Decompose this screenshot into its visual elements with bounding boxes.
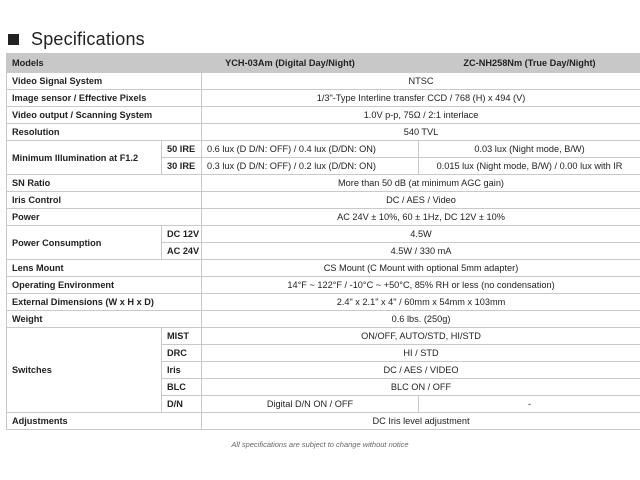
table-row <box>7 124 640 141</box>
table-row <box>7 192 640 209</box>
table-row <box>7 260 640 277</box>
row-value-b: 0.015 lux (Night mode, B/W) / 0.00 lux with IR <box>419 158 640 175</box>
row-label: Switches <box>7 328 162 413</box>
table-row <box>7 209 640 226</box>
table-row <box>7 90 640 107</box>
row-label: Weight <box>7 311 202 328</box>
row-value: CS Mount (C Mount with optional 5mm adapter) <box>202 260 640 277</box>
row-sublabel: Iris <box>162 362 202 379</box>
table-row <box>7 141 640 158</box>
row-value: ON/OFF, AUTO/STD, HI/STD <box>202 328 640 345</box>
row-sublabel: AC 24V <box>162 243 202 260</box>
row-label: Image sensor / Effective Pixels <box>7 90 202 107</box>
row-value-b: - <box>419 396 640 413</box>
row-sublabel: 30 IRE <box>162 158 202 175</box>
table-row <box>7 107 640 124</box>
row-value-b: 0.03 lux (Night mode, B/W) <box>419 141 640 158</box>
header-model-a: YCH-03Am (Digital Day/Night) <box>162 54 419 73</box>
table-row <box>7 328 640 345</box>
header-model-b: ZC-NH258Nm (True Day/Night) <box>419 54 640 73</box>
table-header-row <box>7 54 640 73</box>
row-label: Minimum Illumination at F1.2 <box>7 141 162 175</box>
row-label: Adjustments <box>7 413 202 430</box>
table-row <box>7 413 640 430</box>
row-value: NTSC <box>202 73 640 90</box>
row-value: 4.5W / 330 mA <box>202 243 640 260</box>
row-value: 2.4" x 2.1" x 4" / 60mm x 54mm x 103mm <box>202 294 640 311</box>
row-value: DC Iris level adjustment <box>202 413 640 430</box>
page-title: Specifications <box>31 28 145 49</box>
page-heading <box>8 28 145 50</box>
row-label: Lens Mount <box>7 260 202 277</box>
row-value: HI / STD <box>202 345 640 362</box>
row-sublabel: BLC <box>162 379 202 396</box>
row-value: More than 50 dB (at minimum AGC gain) <box>202 175 640 192</box>
row-value: AC 24V ± 10%, 60 ± 1Hz, DC 12V ± 10% <box>202 209 640 226</box>
row-label: Operating Environment <box>7 277 202 294</box>
row-value: DC / AES / Video <box>202 192 640 209</box>
header-models: Models <box>7 54 162 73</box>
table-row <box>7 294 640 311</box>
row-sublabel: DRC <box>162 345 202 362</box>
table-row <box>7 226 640 243</box>
row-value: BLC ON / OFF <box>202 379 640 396</box>
row-sublabel: MIST <box>162 328 202 345</box>
footnote: All specifications are subject to change without notice <box>231 440 409 449</box>
table-row <box>7 311 640 328</box>
row-value: 4.5W <box>202 226 640 243</box>
row-value: DC / AES / VIDEO <box>202 362 640 379</box>
table-row <box>7 73 640 90</box>
row-value-a: 0.3 lux (D D/N: OFF) / 0.2 lux (D/DN: ON) <box>202 158 419 175</box>
row-label: Video output / Scanning System <box>7 107 202 124</box>
row-sublabel: DC 12V <box>162 226 202 243</box>
row-label: Power Consumption <box>7 226 162 260</box>
row-label: Power <box>7 209 202 226</box>
row-label: Resolution <box>7 124 202 141</box>
row-value: 0.6 lbs. (250g) <box>202 311 640 328</box>
table-row <box>7 277 640 294</box>
row-sublabel: 50 IRE <box>162 141 202 158</box>
row-label: External Dimensions (W x H x D) <box>7 294 202 311</box>
specifications-table <box>6 53 640 430</box>
row-value: 1/3"-Type Interline transfer CCD / 768 (H) x 494 (V) <box>202 90 640 107</box>
row-label: Video Signal System <box>7 73 202 90</box>
row-value: 540 TVL <box>202 124 640 141</box>
row-label: SN Ratio <box>7 175 202 192</box>
row-value: 1.0V p-p, 75Ω / 2:1 interlace <box>202 107 640 124</box>
table-row <box>7 175 640 192</box>
row-sublabel: D/N <box>162 396 202 413</box>
row-value: 14°F ~ 122°F / -10°C ~ +50°C, 85% RH or less (no condensation) <box>202 277 640 294</box>
row-label: Iris Control <box>7 192 202 209</box>
row-value-a: Digital D/N ON / OFF <box>202 396 419 413</box>
heading-square-icon <box>8 34 19 45</box>
row-value-a: 0.6 lux (D D/N: OFF) / 0.4 lux (D/DN: ON) <box>202 141 419 158</box>
